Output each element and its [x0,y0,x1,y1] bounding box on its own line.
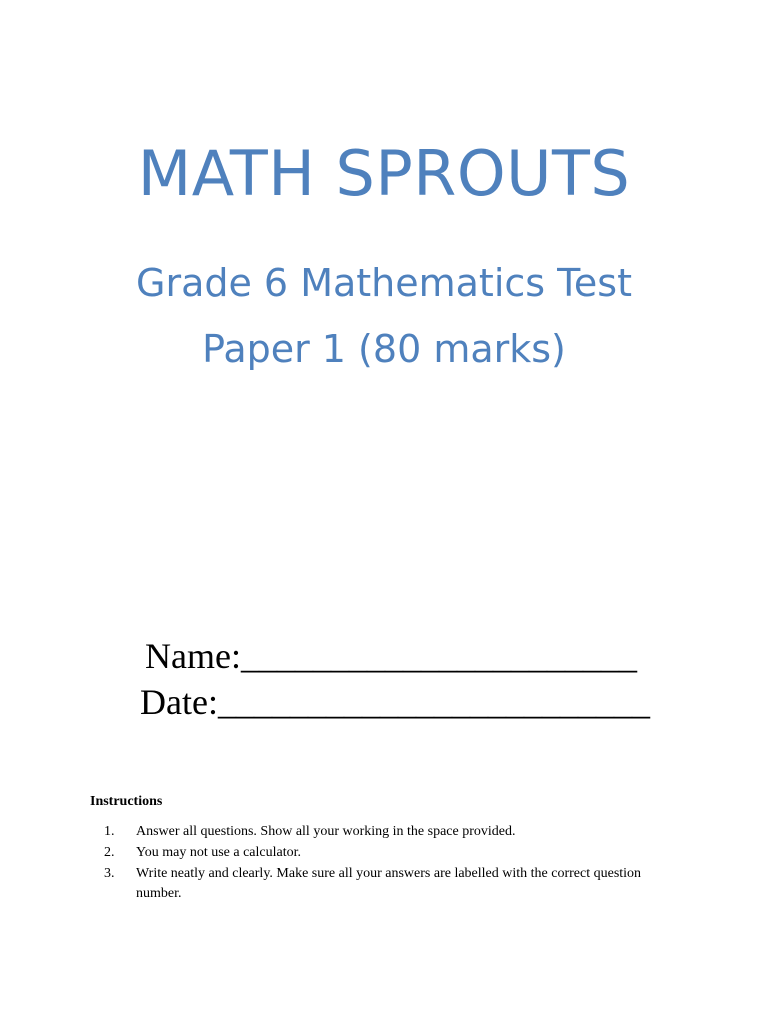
list-item-number: 3. [104,866,115,881]
instructions-list [104,822,664,905]
list-item-text: You may not use a calculator. [136,845,301,860]
name-field: Name:______________________ [145,636,637,676]
list-item [104,822,664,842]
subtitle-paper: Paper 1 (80 marks) [202,327,566,371]
subtitle-grade: Grade 6 Mathematics Test [136,261,632,305]
list-item-number: 1. [104,824,115,839]
list-item-text: Write neatly and clearly. Make sure all your answers are labelled with the correct question number. [136,866,642,901]
instructions-heading: Instructions [90,794,163,809]
list-item [104,864,664,903]
date-field: Date:________________________ [140,682,650,722]
page-title: MATH SPROUTS [137,137,631,210]
list-item-text: Answer all questions. Show all your working in the space provided. [136,824,516,839]
list-item [104,843,664,863]
list-item-number: 2. [104,845,115,860]
